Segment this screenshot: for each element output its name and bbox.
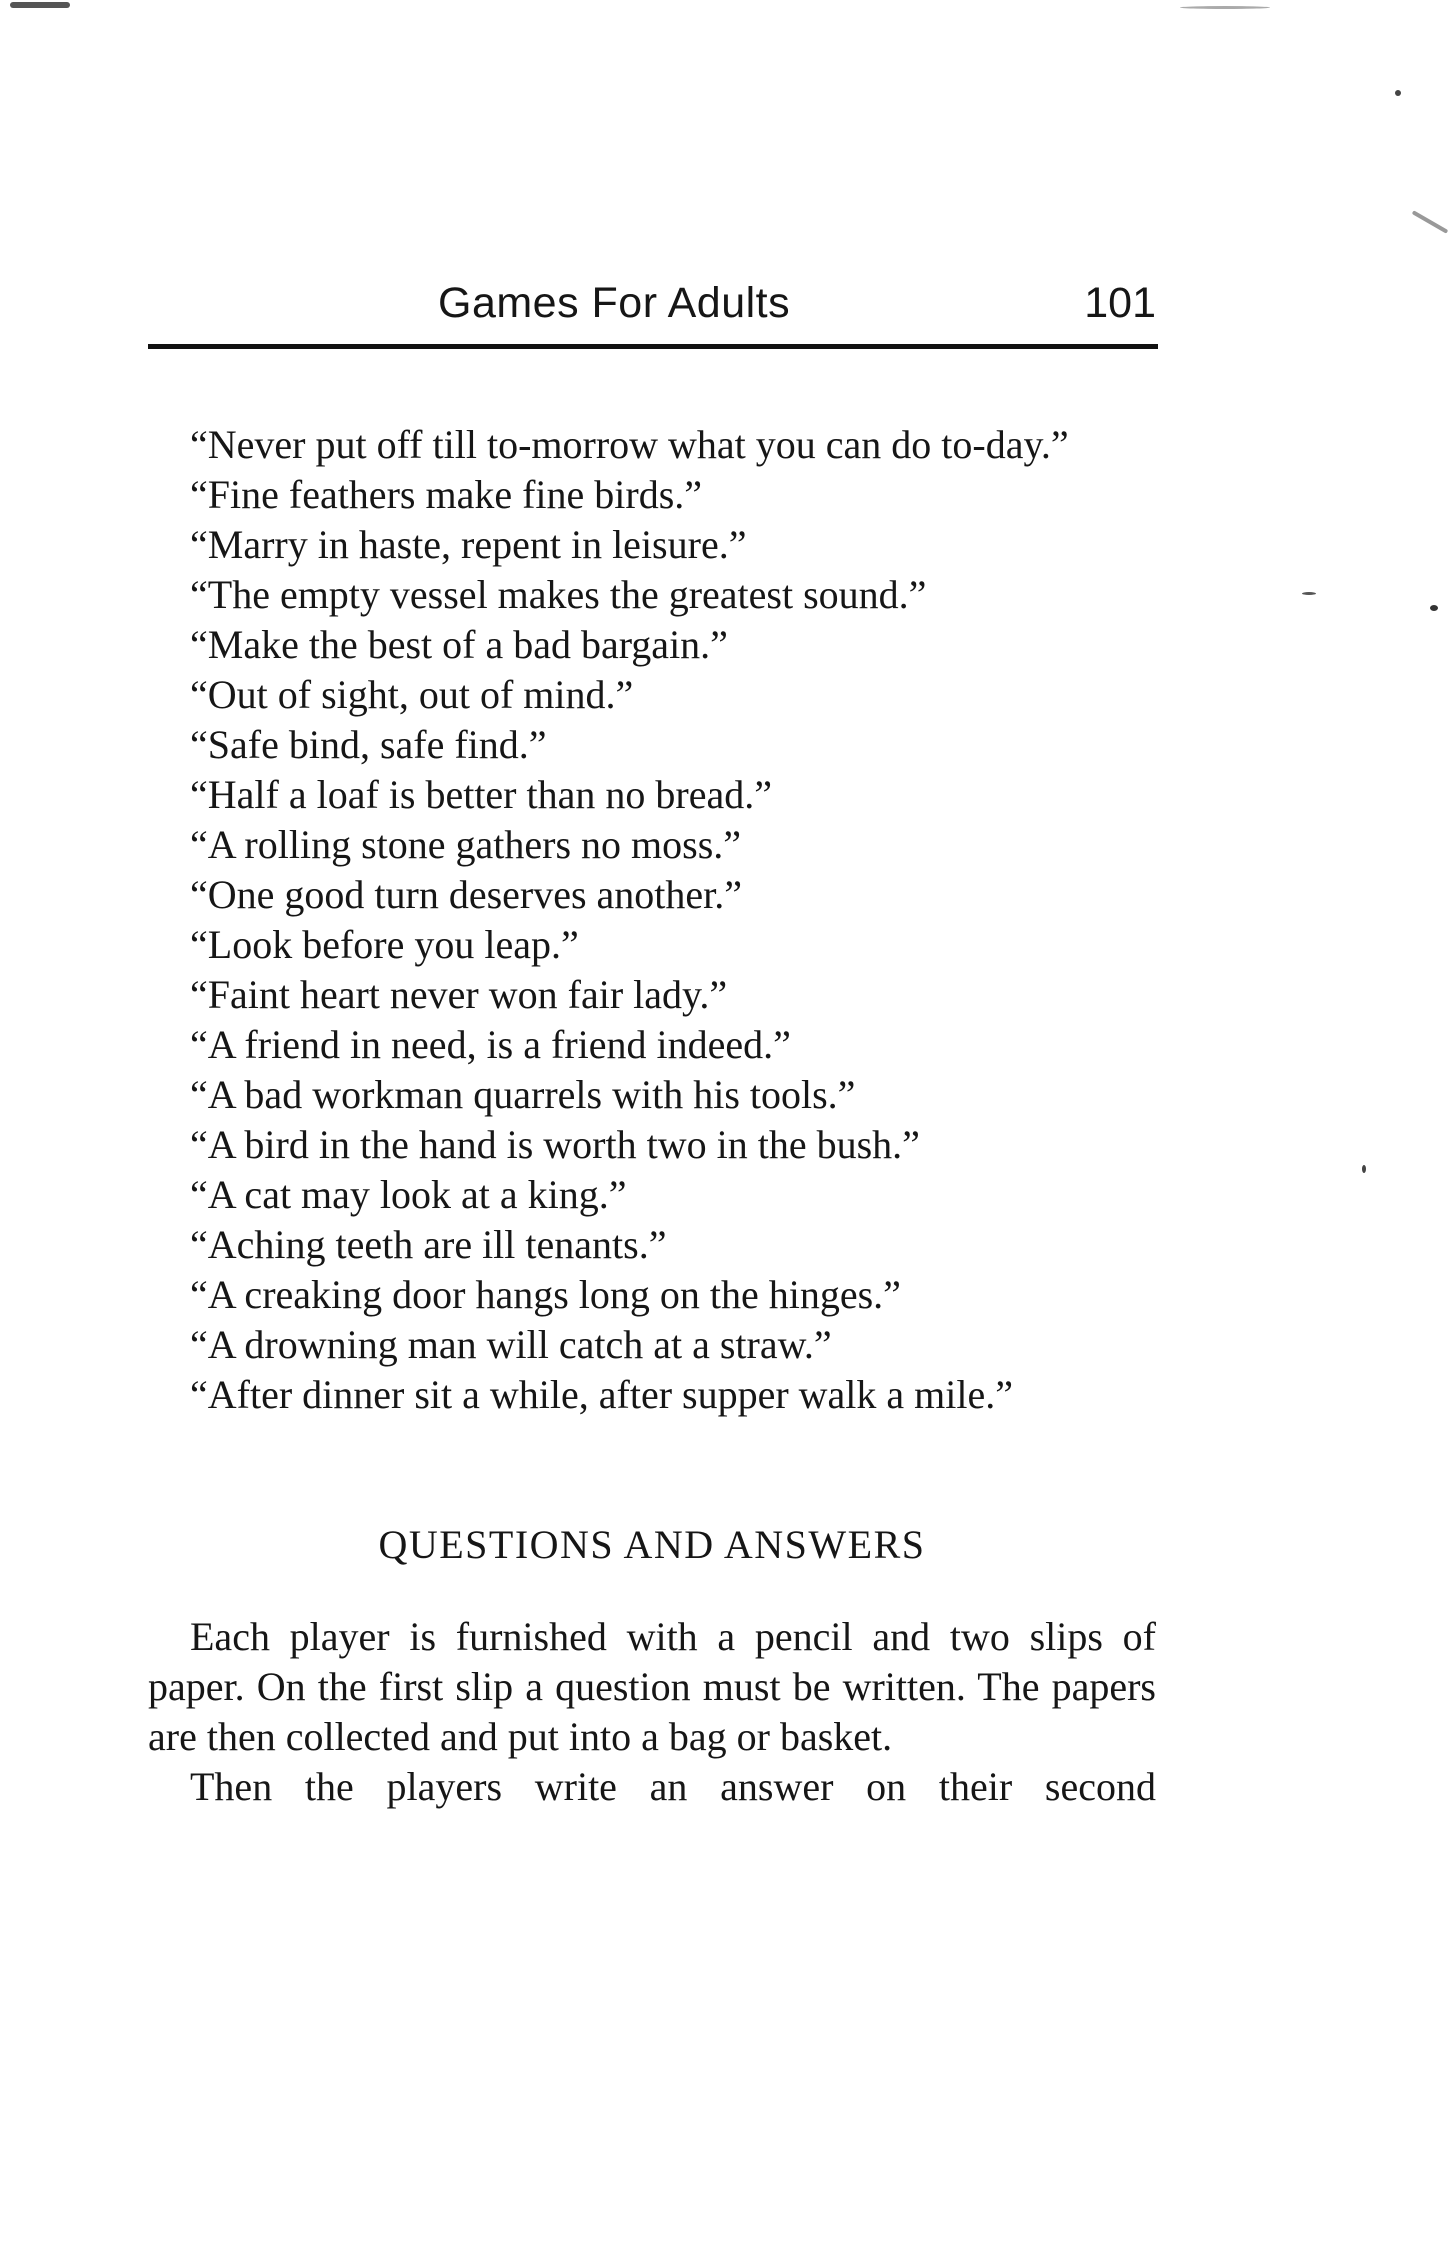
proverb-line: “The empty vessel makes the greatest sound.” [190, 572, 927, 617]
running-title: Games For Adults [438, 279, 791, 327]
proverb-line: “Never put off till to-morrow what you can do to-day.” [190, 422, 1069, 467]
section-paragraph: Each player is furnished with a pencil and two slips of paper. On the first slip a question must be written. The papers are then collected and put into a bag or basket. [148, 1614, 1156, 1759]
scan-speck [10, 2, 70, 8]
proverb-line: “Half a loaf is better than no bread.” [190, 772, 772, 817]
scan-speck [1412, 210, 1449, 233]
proverb-line: “A drowning man will catch at a straw.” [190, 1322, 832, 1367]
proverb-line: “Fine feathers make fine birds.” [190, 472, 703, 517]
scan-speck [1395, 90, 1401, 96]
proverb-line: “A bird in the hand is worth two in the bush.” [190, 1122, 920, 1167]
page-number: 101 [1084, 279, 1156, 327]
proverb-line: “A bad workman quarrels with his tools.” [190, 1072, 856, 1117]
page-header [148, 272, 1156, 342]
proverb-line: “A friend in need, is a friend indeed.” [190, 1022, 791, 1067]
proverb-list [148, 420, 1156, 1420]
proverb-line: “A rolling stone gathers no moss.” [190, 822, 742, 867]
proverb-line: “Make the best of a bad bargain.” [190, 622, 728, 667]
proverb-line: “Safe bind, safe find.” [190, 722, 547, 767]
scan-speck [1180, 6, 1270, 9]
proverb-line: “After dinner sit a while, after supper walk a mile.” [190, 1372, 1014, 1417]
section-heading: QUESTIONS AND ANSWERS [378, 1522, 926, 1567]
proverb-line: “One good turn deserves another.” [190, 872, 743, 917]
scan-speck [1302, 592, 1316, 595]
page-body [148, 420, 1156, 1812]
proverb-line: “A creaking door hangs long on the hinges.” [190, 1272, 901, 1317]
scan-speck [1362, 1165, 1366, 1173]
proverb-line: “A cat may look at a king.” [190, 1172, 627, 1217]
section-paragraph: Then the players write an answer on their second [190, 1764, 1156, 1809]
proverb-line: “Out of sight, out of mind.” [190, 672, 634, 717]
proverb-line: “Look before you leap.” [190, 922, 579, 967]
proverb-line: “Faint heart never won fair lady.” [190, 972, 728, 1017]
scan-speck [1430, 605, 1438, 611]
header-rule [148, 344, 1158, 349]
proverb-line: “Marry in haste, repent in leisure.” [190, 522, 747, 567]
proverb-line: “Aching teeth are ill tenants.” [190, 1222, 667, 1267]
